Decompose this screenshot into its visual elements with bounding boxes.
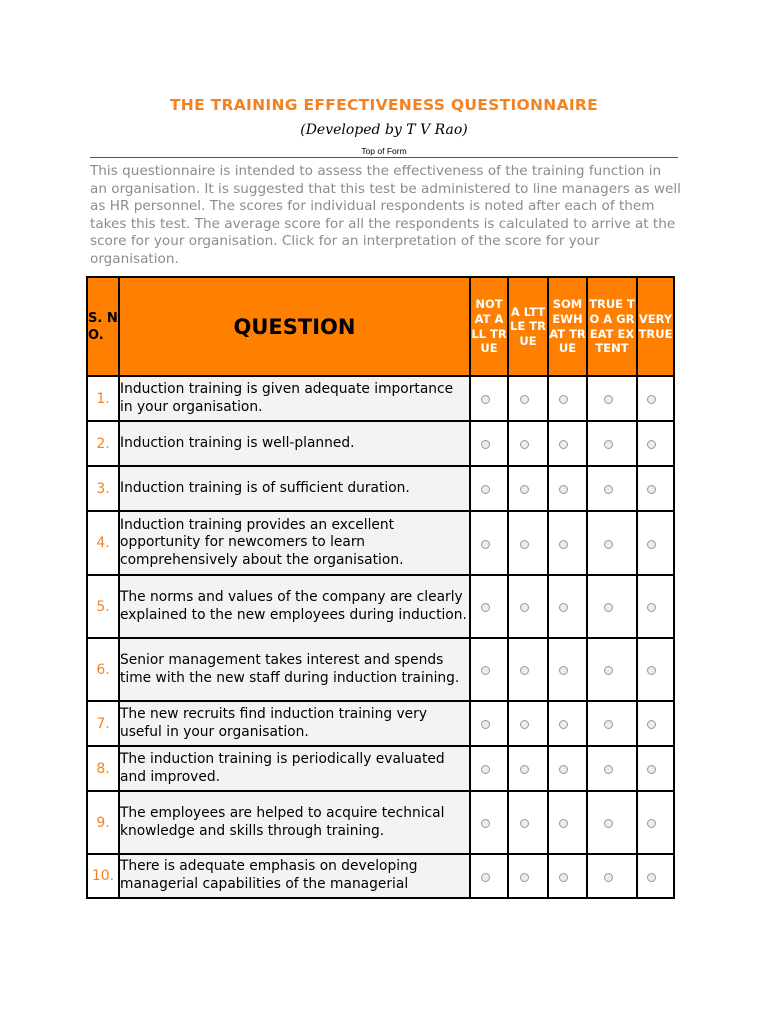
answer-radio[interactable] [559,819,568,828]
answer-cell [587,791,637,854]
answer-radio[interactable] [647,540,656,549]
answer-radio[interactable] [647,765,656,774]
answer-radio[interactable] [559,873,568,882]
option-header: A LTTLE TRUE [508,277,548,376]
answer-cell [508,466,548,511]
answer-radio[interactable] [481,440,490,449]
questionnaire-table [86,276,675,899]
divider [90,157,678,158]
row-number: 4. [87,511,119,575]
option-header: VERY TRUE [637,277,674,376]
sno-header [87,277,119,376]
table-row [87,854,674,898]
answer-cell [637,854,674,898]
table-row [87,638,674,701]
answer-radio[interactable] [647,485,656,494]
answer-radio[interactable] [559,440,568,449]
answer-cell [508,511,548,575]
answer-radio[interactable] [559,666,568,675]
answer-radio[interactable] [481,666,490,675]
row-number: 9. [87,791,119,854]
answer-radio[interactable] [520,395,529,404]
answer-radio[interactable] [481,603,490,612]
answer-cell [548,421,587,466]
answer-radio[interactable] [481,720,490,729]
answer-radio[interactable] [604,873,613,882]
answer-radio[interactable] [559,720,568,729]
question-text: Induction training is well-planned. [119,421,470,466]
row-number: 6. [87,638,119,701]
answer-cell [587,854,637,898]
answer-radio[interactable] [604,395,613,404]
row-number: 1. [87,376,119,421]
answer-radio[interactable] [481,873,490,882]
option-header: TRUE TO A GREAT EXTENT [587,277,637,376]
table-row [87,575,674,638]
answer-cell [508,701,548,746]
option-header: SOMEWHAT TRUE [548,277,587,376]
answer-radio[interactable] [520,540,529,549]
answer-cell [470,701,508,746]
answer-cell [637,421,674,466]
question-text: Induction training is given adequate importance in your organisation. [119,376,470,421]
answer-radio[interactable] [604,765,613,774]
answer-radio[interactable] [520,485,529,494]
table-row [87,701,674,746]
answer-cell [587,466,637,511]
answer-radio[interactable] [481,395,490,404]
answer-cell [470,575,508,638]
answer-cell [637,575,674,638]
answer-radio[interactable] [520,603,529,612]
answer-cell [508,746,548,791]
answer-radio[interactable] [604,485,613,494]
answer-cell [587,638,637,701]
answer-cell [587,746,637,791]
answer-cell [637,466,674,511]
row-number: 8. [87,746,119,791]
answer-radio[interactable] [647,395,656,404]
answer-cell [548,511,587,575]
answer-cell [470,638,508,701]
answer-cell [637,638,674,701]
table-row [87,421,674,466]
answer-radio[interactable] [481,765,490,774]
answer-cell [548,638,587,701]
answer-cell [587,376,637,421]
answer-cell [508,638,548,701]
row-number: 2. [87,421,119,466]
answer-radio[interactable] [647,873,656,882]
answer-cell [548,376,587,421]
answer-cell [637,701,674,746]
answer-cell [548,854,587,898]
answer-radio[interactable] [520,873,529,882]
answer-radio[interactable] [481,540,490,549]
answer-cell [508,854,548,898]
answer-cell [637,376,674,421]
answer-radio[interactable] [559,603,568,612]
answer-radio[interactable] [559,765,568,774]
answer-cell [508,791,548,854]
question-text: Senior management takes interest and spends time with the new staff during induction training. [119,638,470,701]
answer-cell [508,575,548,638]
answer-radio[interactable] [520,666,529,675]
table-row [87,376,674,421]
row-number: 10. [87,854,119,898]
subtitle: (Developed by T V Rao) [300,122,468,138]
answer-cell [470,511,508,575]
answer-cell [637,746,674,791]
answer-radio[interactable] [559,485,568,494]
table-row [87,791,674,854]
answer-cell [637,511,674,575]
table-row [87,746,674,791]
row-number: 7. [87,701,119,746]
answer-radio[interactable] [604,819,613,828]
answer-cell [548,575,587,638]
intro-paragraph: This questionnaire is intended to assess the effectiveness of the training function in an organisation. It is suggested that this test be administered to line managers as well as HR personnel. The scores for individual respondents is noted after each of them takes this test. The average score for all the respondents is calculated to arrive at the score for your organisation. Click for an interpretation of the score for your organisation. [90,163,681,267]
question-text: Induction training provides an excellent opportunity for newcomers to learn comprehensively about the organisation. [119,511,470,575]
question-text: The new recruits find induction training very useful in your organisation. [119,701,470,746]
answer-cell [587,575,637,638]
answer-cell [470,376,508,421]
row-number: 3. [87,466,119,511]
answer-cell [587,701,637,746]
answer-radio[interactable] [559,540,568,549]
answer-cell [637,791,674,854]
question-text: Induction training is of sufficient duration. [119,466,470,511]
answer-cell [548,791,587,854]
answer-cell [470,791,508,854]
answer-radio[interactable] [647,440,656,449]
answer-radio[interactable] [604,666,613,675]
row-number: 5. [87,575,119,638]
top-of-form-label: Top of Form [361,146,407,156]
answer-radio[interactable] [520,765,529,774]
answer-radio[interactable] [604,540,613,549]
table-row [87,466,674,511]
question-text: There is adequate emphasis on developing managerial capabilities of the managerial [119,854,470,898]
sno-header-label: S. N O. [88,310,118,343]
table-row [87,511,674,575]
answer-radio[interactable] [604,603,613,612]
question-text: The employees are helped to acquire technical knowledge and skills through training. [119,791,470,854]
answer-radio[interactable] [559,395,568,404]
answer-cell [548,746,587,791]
question-text: The induction training is periodically evaluated and improved. [119,746,470,791]
answer-cell [548,701,587,746]
answer-radio[interactable] [520,819,529,828]
answer-cell [508,376,548,421]
answer-radio[interactable] [520,440,529,449]
answer-cell [587,421,637,466]
answer-radio[interactable] [481,485,490,494]
answer-radio[interactable] [647,720,656,729]
option-header: NOT AT ALL TRUE [470,277,508,376]
answer-radio[interactable] [604,720,613,729]
answer-radio[interactable] [604,440,613,449]
page-title: THE TRAINING EFFECTIVENESS QUESTIONNAIRE [169,96,599,114]
answer-cell [587,511,637,575]
answer-cell [508,421,548,466]
answer-radio[interactable] [481,819,490,828]
answer-radio[interactable] [647,603,656,612]
answer-cell [470,466,508,511]
question-text: The norms and values of the company are clearly explained to the new employees during induction. [119,575,470,638]
answer-radio[interactable] [520,720,529,729]
answer-cell [470,854,508,898]
answer-cell [470,746,508,791]
answer-radio[interactable] [647,666,656,675]
answer-cell [548,466,587,511]
answer-cell [470,421,508,466]
question-header: QUESTION [119,277,470,376]
answer-radio[interactable] [647,819,656,828]
